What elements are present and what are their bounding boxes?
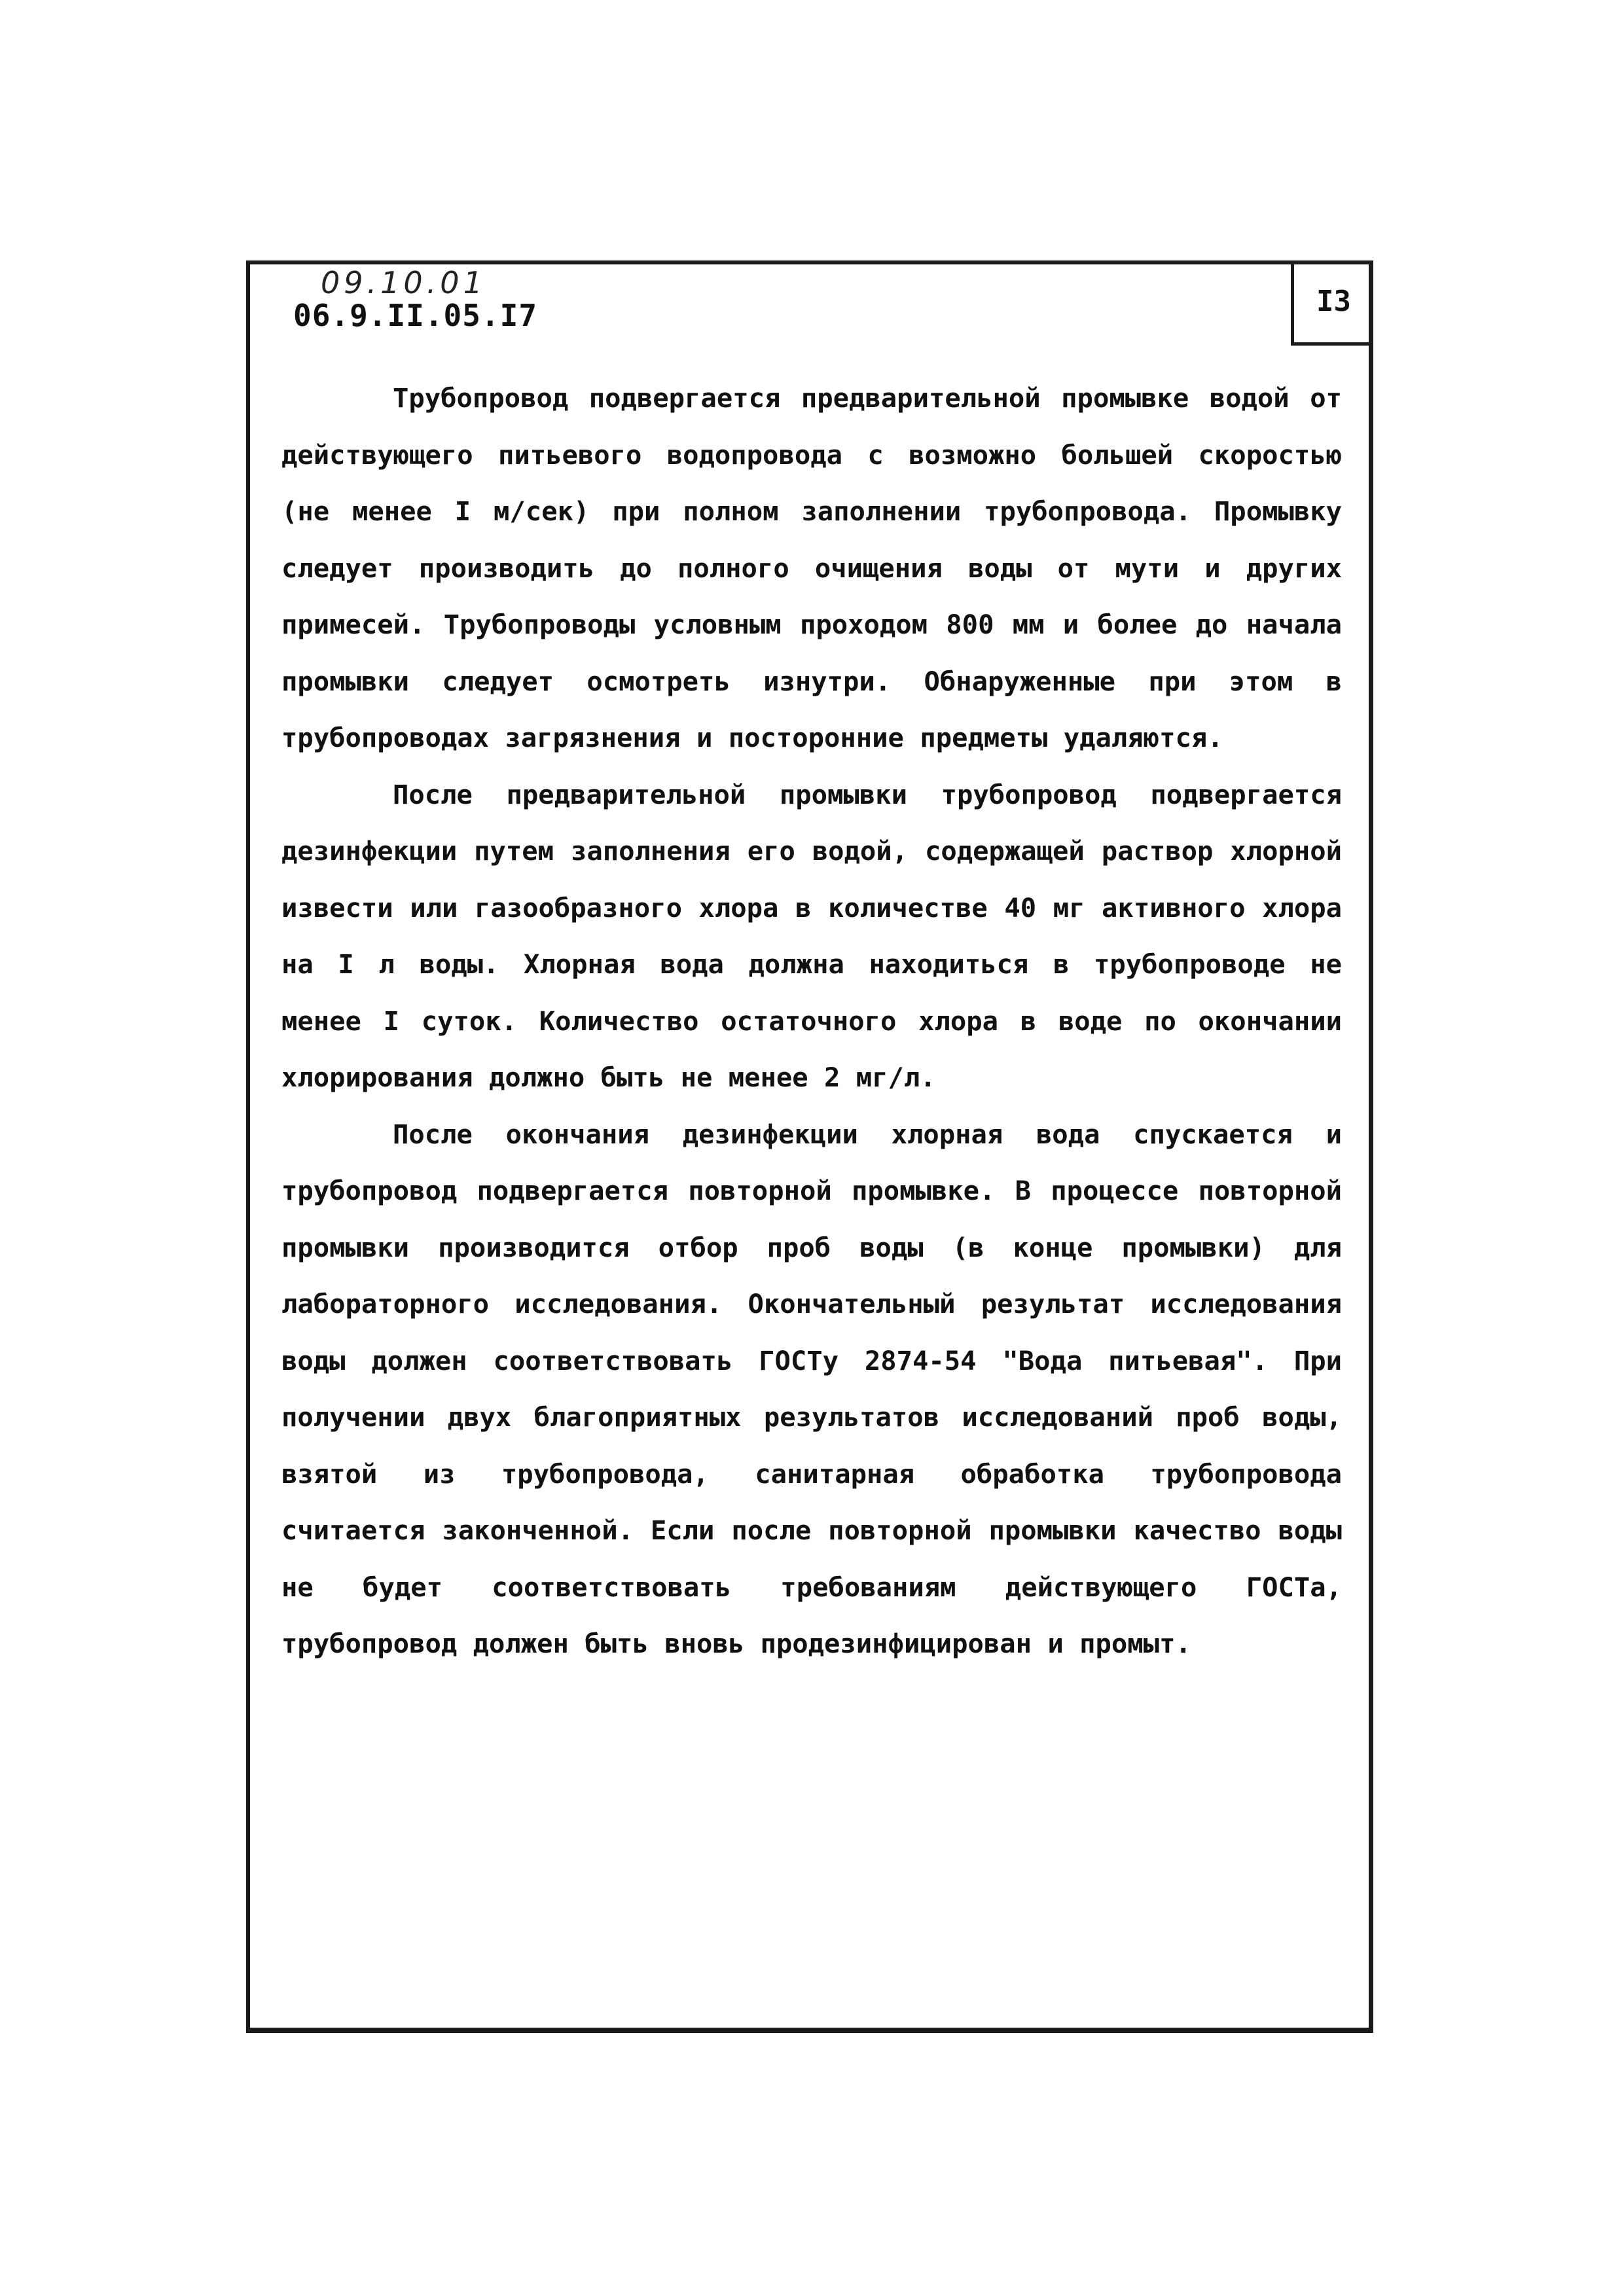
- page-number: I3: [1291, 260, 1373, 346]
- paragraph-repeat-flushing: После окончания дезинфекции хлорная вода спускается и трубопровод подвергается повторной промывке. В процессе повторной промывки производится отбор проб воды (в конце промывки) для лабораторного исследования. Окончательный результат исследования воды должен соответствовать ГОСТу 2874-54 "Вода питьевая". При получении двух благоприятных результатов исследований проб воды, взятой из трубопровода, санитарная обработка трубопровода считается законченной. Если после повторной промывки качество воды не будет соответствовать требованиям действующего ГОСТа, трубопровод должен быть вновь продезинфицирован и промыт.: [281, 1118, 1342, 1659]
- handwritten-document-code: 09.10.01: [321, 265, 486, 300]
- document-code: 06.9.II.05.I7: [293, 298, 538, 333]
- paragraph-disinfection: После предварительной промывки трубопровод подвергается дезинфекции путем заполнения его водой, содержащей раствор хлорной извести или газообразного хлора в количестве 40 мг активного хлора на I л воды. Хлорная вода должна находиться в трубопроводе не менее I суток. Количество остаточного хлора в воде по окончании хлорирования должно быть не менее 2 мг/л.: [281, 778, 1342, 1093]
- document-body: [281, 370, 1342, 1672]
- paragraph-flushing: Трубопровод подвергается предварительной промывке водой от действующего питьевого водопровода с возможно большей скоростью (не менее I м/сек) при полном заполнении трубопровода. Промывку следует производить до полного очищения воды от мути и других примесей. Трубопроводы условным проходом 800 мм и более до начала промывки следует осмотреть изнутри. Обнаруженные при этом в трубопроводах загрязнения и посторонние предметы удаляются.: [281, 382, 1342, 753]
